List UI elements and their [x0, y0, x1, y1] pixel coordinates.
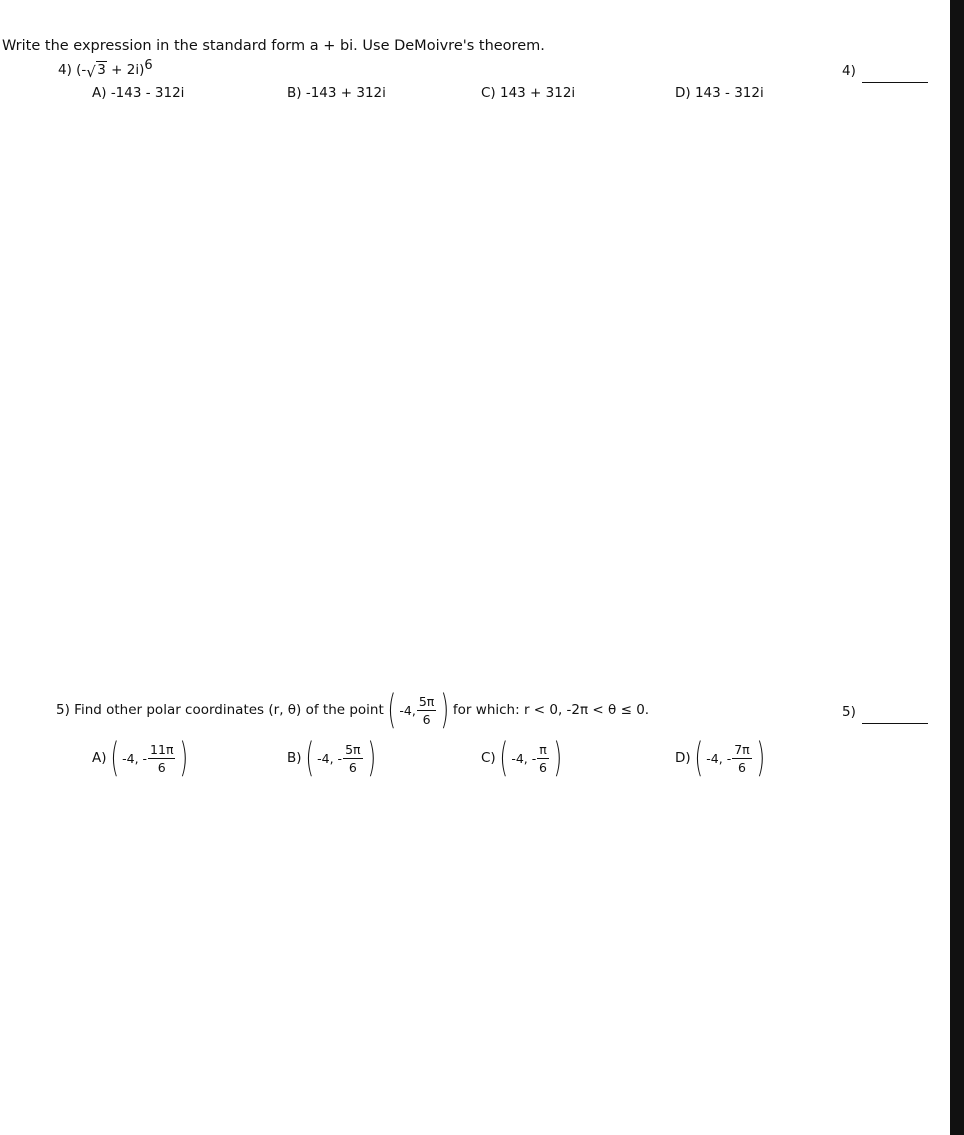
choice-r: -4, - [511, 750, 537, 766]
choice-r: -4, - [122, 750, 148, 766]
choice-text: 143 + 312i [500, 85, 576, 101]
choice-c[interactable] [481, 85, 575, 101]
choice-letter: D) [675, 750, 691, 766]
choice-letter: B) [287, 750, 302, 766]
choice-b[interactable] [287, 85, 386, 101]
fraction [417, 694, 436, 727]
choice-expression: ( -4, - $\frac{7\pi}{6}$ ) [694, 735, 765, 781]
fraction-denominator: 6 [348, 759, 357, 775]
choice-d[interactable] [675, 735, 768, 781]
radicand: 3 [97, 62, 106, 78]
expression [76, 58, 153, 81]
choice-text: -143 + 312i [305, 85, 386, 101]
question-number: 5) [56, 702, 70, 718]
choice-text: 143 - 312i [694, 85, 764, 101]
exponent: 6 [144, 58, 153, 73]
choice-letter: B) [287, 85, 302, 101]
prompt-end: for which: r < 0, -2π < θ ≤ 0. [452, 702, 650, 718]
fraction-numerator: 7π [734, 741, 750, 757]
choice-a[interactable] [92, 85, 184, 101]
fraction-denominator: 6 [737, 759, 746, 775]
choice-letter: A) [92, 750, 107, 766]
point-r: -4, [399, 702, 416, 718]
question-5 [56, 687, 650, 733]
choice-text: -143 - 312i [110, 85, 185, 101]
choice-letter: C) [481, 85, 496, 101]
choice-letter: D) [675, 85, 691, 101]
choice-letter: A) [92, 85, 107, 101]
fraction-numerator: 11π [150, 741, 174, 757]
fraction [343, 742, 362, 775]
square-root: √ 3 [86, 62, 106, 81]
choice-expression: ( -4, - $\frac{5\pi}{6}$ ) [305, 735, 376, 781]
fraction-numerator: π [539, 741, 547, 757]
fraction-denominator: 6 [422, 711, 431, 727]
prompt-start: Find other polar coordinates (r, θ) of the point [74, 702, 384, 718]
point-expression: ( -4, $\frac{5\pi}{6}$ ) [387, 687, 450, 733]
choice-expression: ( -4, - $\frac{\pi}{6}$ ) [499, 735, 562, 781]
answer-blank-4[interactable] [862, 82, 928, 83]
answer-blank-5[interactable] [862, 723, 928, 724]
expression-close: + 2i) [106, 62, 145, 78]
choice-r: -4, - [706, 750, 732, 766]
answer-label-5: 5) [842, 704, 856, 720]
choice-r: -4, - [317, 750, 343, 766]
fraction-denominator: 6 [157, 759, 166, 775]
choice-c[interactable] [481, 735, 565, 781]
question-4 [58, 58, 153, 81]
expression-open: (- [76, 62, 87, 78]
choice-b[interactable] [287, 735, 379, 781]
fraction [537, 742, 549, 775]
scrollbar[interactable] [950, 0, 964, 1135]
fraction-numerator: 5π [345, 741, 361, 757]
choice-a[interactable] [92, 735, 192, 781]
fraction-denominator: 6 [539, 759, 547, 775]
question-number: 4) [58, 62, 72, 78]
answer-label-4: 4) [842, 63, 856, 79]
choice-letter: C) [481, 750, 496, 766]
fraction-numerator: 5π [418, 693, 435, 709]
fraction [148, 742, 175, 775]
choice-expression: ( -4, - $\frac{11\pi}{6}$ ) [110, 735, 189, 781]
choice-d[interactable] [675, 85, 764, 101]
fraction [732, 742, 751, 775]
instructions: Write the expression in the standard form a + bi. Use DeMoivre's theorem. [2, 38, 545, 54]
